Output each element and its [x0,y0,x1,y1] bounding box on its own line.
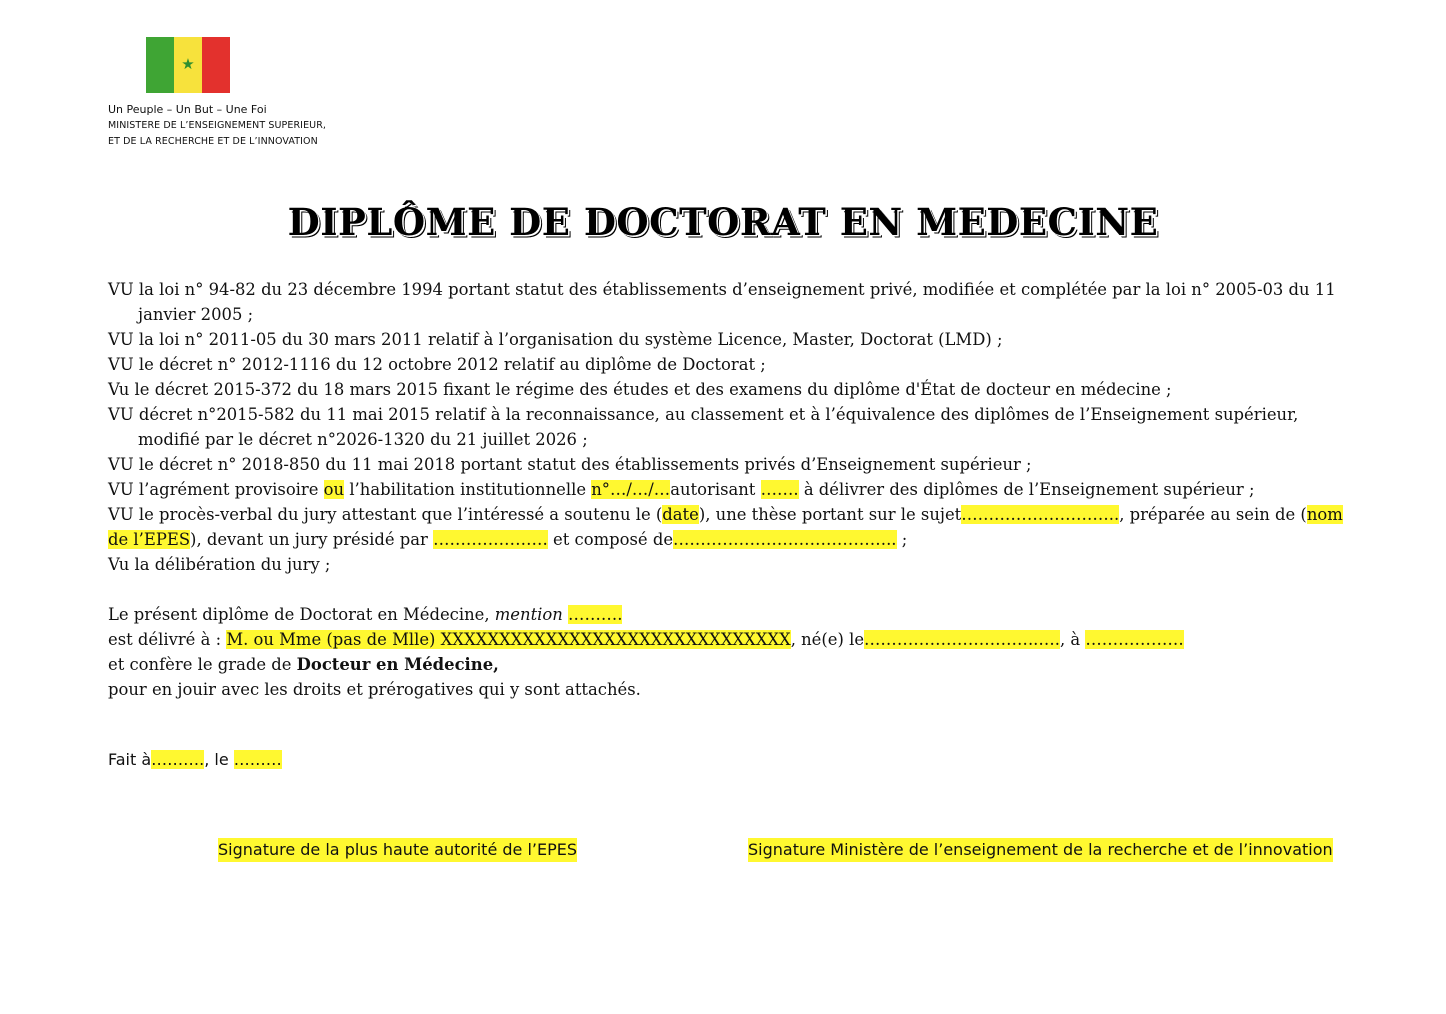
document-title: DIPLÔME DE DOCTORAT EN MEDECINE [287,200,1159,244]
highlight-mention: ………. [568,605,623,624]
highlight-birth-date: …………………………..…. [864,630,1060,649]
header-block [108,102,326,150]
text: VU l’agrément provisoire [108,480,324,499]
document-body [108,277,1348,702]
vu-decret-2012-1116: VU le décret n° 2012-1116 du 12 octobre 2012 relatif au diplôme de Doctorat ; [108,355,766,374]
text: l’habilitation institutionnelle [344,480,592,499]
senegal-flag [146,37,230,93]
diploma-recipient-line [108,627,1348,652]
text: Le présent diplôme de Doctorat en Médecine, [108,605,495,624]
diploma-mention-line [108,602,1348,627]
text: ), devant un jury présidé par [190,530,434,549]
highlight-blank: ……. [760,480,799,499]
highlight-fait-date: ……… [233,750,282,769]
highlight-president: ………………… [433,530,548,549]
highlight-numero: n°…/…/… [591,480,671,499]
star-icon: ★ [181,55,195,74]
grade-name: Docteur en Médecine, [296,655,499,674]
highlight-sujet: ……………………….. [961,505,1120,524]
highlight-date: date [662,505,699,524]
highlight-recipient-name: M. ou Mme (pas de Mlle) XXXXXXXXXXXXXXXXXXXXXXXXXXXXXX [226,630,791,649]
text: à délivrer des diplômes de l’Enseignement supérieur ; [798,480,1255,499]
highlight-birth-place: ……………… [1085,630,1184,649]
diploma-rights-line: pour en jouir avec les droits et prérogatives qui y sont attachés. [108,680,641,699]
ministry-line-2: ET DE LA RECHERCHE ET DE L’INNOVATION [108,136,318,147]
flag-yellow-band [174,37,202,93]
vu-proces-verbal [108,502,1348,552]
flag-green-band [146,37,174,93]
text: est délivré à : [108,630,227,649]
text: ), une thèse portant sur le sujet [698,505,962,524]
flag-red-band [202,37,230,93]
text: ; [896,530,908,549]
vu-decret-2015-582: VU décret n°2015-582 du 11 mai 2015 relatif à la reconnaissance, au classement et à l’équivalence des diplômes de l’Enseignement supérieur, modifié par le décret n°2026-1320 du 21 juillet 2026 ; [108,405,1299,449]
mention-label: mention [494,605,563,624]
vu-decret-2015-372: Vu le décret 2015-372 du 18 mars 2015 fixant le régime des études et des examens du diplôme d'État de docteur en médecine ; [108,380,1172,399]
highlight-fait-place: ………. [151,750,205,769]
text: VU le procès-verbal du jury attestant que l’intéressé a soutenu le ( [108,505,663,524]
highlight-nom-epes: nom de l’EPES [108,505,1343,549]
diploma-grade-line [108,652,1348,677]
vu-deliberation: Vu la délibération du jury ; [108,555,331,574]
text: , né(e) le [790,630,865,649]
ministry-line-1: MINISTERE DE L’ENSEIGNEMENT SUPERIEUR, [108,120,327,131]
text: autorisant [670,480,761,499]
text: , préparée au sein de ( [1119,505,1307,524]
text: et composé de [547,530,674,549]
signature-epes: Signature de la plus haute autorité de l’EPES [218,838,577,862]
vu-agrement [108,477,1348,502]
vu-decret-2018-850: VU le décret n° 2018-850 du 11 mai 2018 portant statut des établissements privés d’Enseignement supérieur ; [108,455,1032,474]
text: et confère le grade de [108,655,297,674]
vu-loi-94-82: VU la loi n° 94-82 du 23 décembre 1994 portant statut des établissements d’enseignement privé, modifiée et complétée par la loi n° 2005-03 du 11 janvier 2005 ; [108,280,1336,324]
national-motto: Un Peuple – Un But – Une Foi [108,103,267,116]
text: , le [204,750,234,769]
signature-ministere: Signature Ministère de l’enseignement de la recherche et de l’innovation [748,838,1333,862]
text: , à [1059,630,1086,649]
vu-loi-2011-05: VU la loi n° 2011-05 du 30 mars 2011 relatif à l’organisation du système Licence, Master, Doctorat (LMD) ; [108,330,1003,349]
fait-line [108,748,282,772]
text: Fait à [108,750,152,769]
highlight-ou: ou [323,480,345,499]
highlight-composition: ………………………………….. [673,530,897,549]
